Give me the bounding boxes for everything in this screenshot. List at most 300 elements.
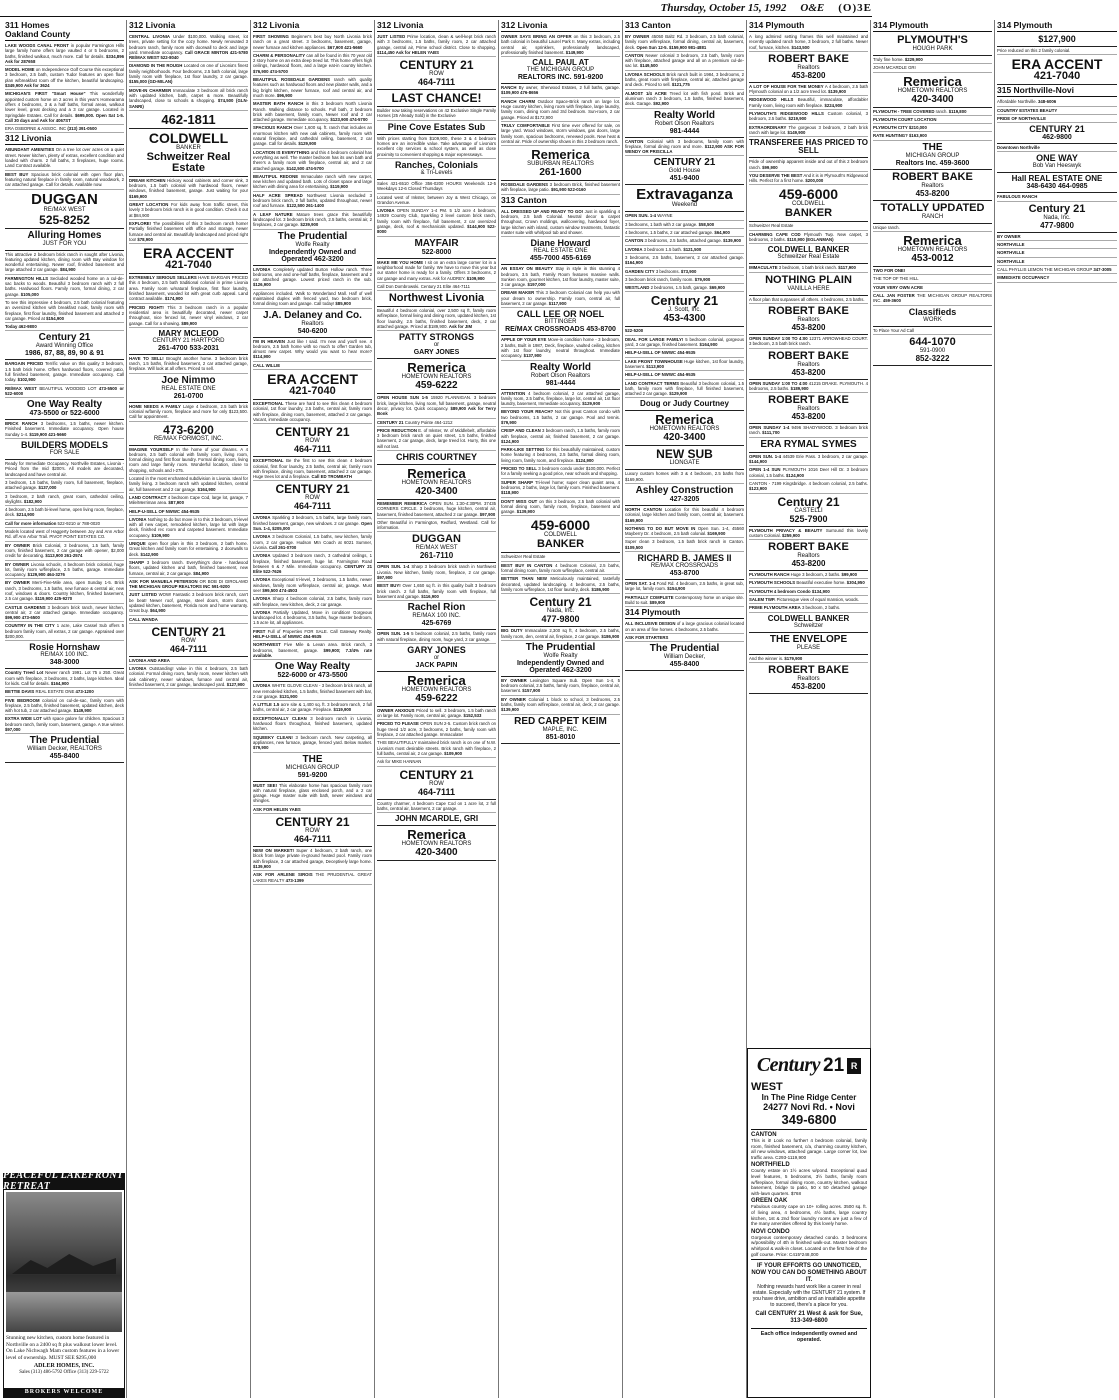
ad-headline: LIVONIA	[253, 515, 271, 521]
agency-display	[129, 374, 248, 403]
agency-name: One Way Realty	[274, 661, 351, 673]
agency-phone: 455-8400	[49, 753, 80, 761]
agency-name: CHRIS COURTNEY	[395, 451, 477, 462]
agency-subtitle: BITTINGER	[544, 319, 577, 326]
listing-ad	[5, 42, 124, 66]
agency-display	[5, 734, 124, 763]
ad-headline: GREAT LOCATION	[129, 202, 169, 208]
ad-body: 3 bedrooms, 1 bath with 2 car garage.	[625, 221, 698, 227]
agency-phone: Realtors Inc. 459-3600	[895, 159, 970, 167]
ad-body: WAYNE	[657, 213, 673, 219]
ad-headline: FARMINGTON HILLS	[5, 275, 49, 281]
agency-name: Century 21	[650, 293, 719, 309]
ad-body: Prime location, clean & well-kept brick ranch with 3 bedrooms, 1.5 baths, family room, 2 car attached garage, central air, Prime school district. Close to shopping.	[377, 34, 496, 50]
listing-ad	[253, 514, 372, 533]
ad-body: colonial on cul-de-sac, family room with fireplace, 2.5 baths, finished basement, updated kitchen, deck with hot tub, 2 car attached garage.	[5, 697, 124, 714]
listing-ad	[873, 108, 992, 116]
listing-ad	[5, 520, 124, 528]
ad-headline: CENTURY 21	[377, 419, 404, 425]
ad-price-phone: $164,900	[197, 486, 216, 492]
ad-price-phone: 459-3600	[882, 298, 901, 304]
listing-ad	[625, 90, 744, 109]
ad-body: A 4 bedroom, 2.5 bath Plymouth colonial on a 1/2 acre treed lot.	[749, 83, 868, 95]
agency-display	[377, 121, 496, 135]
ad-headline: BY OWNER	[5, 561, 30, 567]
listing-ad	[501, 265, 620, 289]
ad-body: 3 bedroom, 1.5 baths, family room, full basement, fireplace, attached garage.	[5, 479, 124, 491]
agency-subtitle: William Decker, REALTORS	[27, 746, 102, 753]
agency-display	[625, 484, 744, 506]
ad-price-phone: $99,900 473-6500	[5, 615, 40, 621]
ad-body: Located west of Inkster, between Joy & West Chicago, on Grandon Avenue.	[377, 194, 496, 205]
ad-body: Large 4 bedroom, 2.5 bath brick colonial w/family room, fireplace and more for only $123,500. Call for appointment.	[129, 403, 248, 420]
ad-body: 1 acre, Lake Cassel Sub offers 5 bedroom family room, all extras, 2 car garage. Appraised over $200,000.	[5, 623, 124, 640]
ad-body: 3 bedrooms.	[655, 268, 680, 274]
agency-display	[749, 244, 868, 264]
ad-body: This attractive 2 bedroom brick ranch in sought after Livonia, featuring updated kitchen, dining room with Bay window for wonderful entertaining. Newer roof, finished basement and large attached 2 car garage.	[5, 251, 124, 273]
agency-subtitle: MAPLE, INC.	[542, 726, 579, 733]
listing-ad	[749, 527, 868, 541]
listing-label: NOVI CONDO	[751, 1228, 790, 1235]
ad-headline: CHARMING CAPE COD	[749, 231, 801, 237]
ad-body: Move-in condition home - 3 bedroom, 2 baths, Built in 1987, Deck, fireplace, vaulted ceiling, kitchen with 1st floor laundry, neutral throughout. Immediate occupancy.	[501, 337, 620, 359]
listing-ad	[129, 475, 248, 494]
agency-subtitle: CASTELLI	[794, 507, 823, 514]
listing-ad	[749, 83, 868, 97]
listing-ad	[129, 540, 248, 559]
listing-ad	[625, 52, 744, 71]
agency-subtitle: Realtors	[797, 553, 820, 560]
listing-ad	[501, 33, 620, 57]
ad-body: The gorgeous 3 bedroom, 2 bath brick ranch with large lot.	[749, 124, 868, 135]
agency-phone: 591-9200	[297, 771, 328, 779]
ad-body: Call Don Dombrowski. Century 21 Elite 464-7111	[377, 283, 470, 289]
ad-body: Exceptional tri-level, 3 bedrooms, 1.5 baths, newer windows, family room w/fireplace, central air, garage. Must see!	[253, 577, 372, 593]
century21-west-ad	[747, 1048, 871, 1398]
agency-subtitle: HOMETOWN REALTORS	[401, 374, 472, 381]
ad-headline: OWNER ANXIOUS	[377, 707, 415, 713]
agency-display	[873, 306, 992, 327]
listing-ad	[5, 622, 124, 641]
ad-body: acre site & 1,400 sq. ft. 3 bedroom ranch, 2 full baths, central air, 2 car garage. Fireplace.	[253, 702, 372, 713]
listing-ad	[501, 181, 620, 195]
listing-ad	[253, 641, 372, 660]
listing-ad	[377, 427, 496, 451]
listing-ad	[253, 533, 372, 552]
listing-ad	[253, 847, 372, 871]
agency-phone: 420-3400	[415, 847, 458, 859]
listing-ad	[501, 122, 620, 146]
ad-price-phone: Call ED TROMBATH	[311, 474, 353, 480]
listing-ad	[997, 258, 1117, 266]
ad-price-phone: $114,450 Ask for HELEN YABS	[377, 49, 439, 55]
ad-price-phone: $109,500	[625, 544, 643, 550]
ad-headline: TRULY COMFORTABLE	[501, 122, 550, 128]
ad-body: 3 bedroom 1.5 bath.	[643, 246, 683, 252]
ad-price-phone: $69,900	[709, 285, 725, 291]
ad-body: Ask for MIKE HANNAN	[377, 759, 422, 765]
agency-name: CENTURY 21	[275, 815, 350, 830]
ad-price-phone: $102,900	[17, 377, 36, 383]
classified-column	[499, 20, 623, 1398]
ad-body: This elaborate home has spacious family room with natural fireplace, glass enclosed porch, and a 2 car garage. Huge master suite with bath, newer windows and shingles.	[253, 782, 372, 804]
ad-body: This 3 bedroom Colonial can help you with your dream to ownership. Family room, central air, full basement, 2 car garage.	[501, 290, 620, 307]
ad-body: HAVE BARGAIN PRICED this 4 bedroom, 2.5 bath traditional colonial in prime Livonia area. Family room w/natural fireplace, first floor laundry, finished basement, wooded lot with great curb appeal. Land contract available.	[129, 275, 248, 302]
agency-subtitle: WORK	[923, 316, 942, 323]
ad-price-phone: 473-1200	[75, 689, 94, 695]
listing-ad	[625, 33, 744, 52]
agency-display	[873, 232, 992, 267]
listing-ad	[997, 115, 1117, 123]
ad-headline: PRICED RIGHT!	[129, 304, 164, 310]
ad-body: Brought another home. 3 bedroom brick ranch, 1.5 baths, finished basement, 2 car attached garage, fireplace. Will look at all offers. Priced to sell.	[129, 355, 248, 372]
agency-subtitle: J. Scott, Inc.	[667, 307, 701, 314]
ad-headline: ROSEDALE GARDENS	[501, 182, 549, 188]
classified-column	[871, 20, 995, 1398]
agency-name: ROBERT BAKE	[768, 52, 849, 65]
agency-display	[377, 359, 496, 394]
ad-headline: OPEN SUNDAY 1:00 TO 4:00	[749, 380, 808, 386]
listing-ad	[625, 284, 744, 292]
listing-ad	[873, 284, 992, 292]
ad-body: Located in the most enchanted subdivision in Livonia. Ideal for family living. 3 bedroom ranch with updated kitchen, central air, full basement and 2 car garage.	[129, 476, 248, 492]
agency-subtitle: RE/MAX WEST	[415, 545, 458, 552]
listing-ad	[377, 194, 496, 208]
agency-display	[129, 244, 248, 274]
agency-name: Realty World	[654, 109, 715, 121]
ad-headline: BY OWNER	[501, 696, 526, 702]
ad-headline: HELP-U-SELL OF NWWC	[625, 372, 677, 378]
listing-ad	[377, 180, 496, 194]
agency-name: LAST CHANCE!	[391, 91, 482, 106]
agency-phone: 459-6222	[415, 380, 458, 392]
ad-price-phone: $164,900	[50, 680, 69, 686]
realtor-mark-icon: R	[847, 1058, 861, 1074]
listing-ad	[253, 782, 372, 806]
agency-name: CALL PAUL AT	[532, 58, 589, 68]
agency-display	[377, 644, 496, 672]
agency-display	[625, 411, 744, 446]
ad-price-phone: $91,900 522-0160	[550, 187, 586, 193]
listing-ad	[997, 249, 1117, 257]
ad-price-phone: $123,900	[749, 486, 767, 492]
ad-price-phone: $186,900	[601, 633, 620, 639]
listing-ad	[253, 173, 372, 192]
listing-ad	[253, 124, 372, 148]
agency-phone: 348-6430 464-0985	[1026, 183, 1088, 191]
agency-name: Century 21	[1028, 202, 1086, 215]
ad-body: This wonderfully appointed custom home on 2 acres in this year's Homearama offers 4 bedrooms, 3 & a half baths, formal areas, walkout lower level, great decking and a 3 car garage. Located in Springdale Estates. Call for details.	[5, 91, 125, 118]
agency-name: BUILDERS MODELS	[20, 440, 108, 451]
ad-body: Country charmer, 4 bedroom Cape Cod on 1 acre lot, 2 full baths, central air, basement, 2 car garage.	[377, 800, 496, 811]
ad-price-phone: $155,000 (GD-MILAN)	[129, 79, 173, 85]
listing-ad	[625, 237, 744, 245]
agency-display	[873, 141, 992, 170]
listing-ad	[377, 800, 496, 814]
ad-headline: LAKE WOODS CANAL FRONT	[5, 43, 69, 48]
ad-headline: ASK FOR ARLENE SIROIS	[253, 872, 313, 878]
ad-price-phone: $169,900	[625, 517, 643, 523]
agency-display	[749, 137, 868, 158]
ad-price-phone: $97,900	[479, 511, 496, 517]
ad-headline: LIVONIA	[253, 683, 271, 689]
listing-ad	[253, 149, 372, 173]
ad-headline: NORTH CANTON	[625, 506, 662, 512]
ad-price-phone: $179,900	[784, 655, 803, 661]
listing-ad	[377, 739, 496, 758]
listing-body: Fabulous country cape on 10+ rolling acres. 3500 sq. ft. of living area, 4 bedrooms, 4½ baths, large country kitchen, 1st & 2nd floor laundry rooms are just a few of the many amenities offered by this lovely home.	[751, 1204, 867, 1227]
ad-price-phone: $127,900	[226, 682, 245, 688]
agency-subtitle: Gold House	[668, 168, 701, 175]
agency-phone: GARY JONES	[413, 349, 460, 357]
ad-price-phone: $99,900	[762, 164, 778, 170]
section-heading	[253, 21, 372, 32]
agency-name: RICHARD B. JAMES II	[637, 553, 732, 564]
listing-ad	[873, 64, 992, 72]
listing-ad	[749, 33, 868, 52]
ad-headline: I'M IN HEAVEN	[253, 338, 285, 344]
ad-price-phone: $124,900	[501, 438, 519, 444]
ad-body: Contemporary home on unique site. Build to suit.	[625, 594, 745, 605]
ad-body: Meticulously maintained, tastefully decorated, updated landscaping. 4 bedrooms, 2.5 baths, family room w/fireplace, 1st floor laundry, deck.	[501, 576, 620, 592]
agency-subtitle: ROW	[429, 71, 444, 78]
ad-body: 3 bedroom ranch. Everything's done - hardwood floors, updated kitchen and bath, finished basement, new furnace, central air, 2 car garage.	[129, 559, 248, 576]
listing-ad	[501, 498, 620, 517]
agency-phone: 453-8200	[791, 322, 826, 332]
ad-price-phone: 473-1399	[285, 877, 304, 883]
ad-body: 3 bedroom, 2 baths.	[801, 605, 841, 611]
listing-ad	[5, 360, 124, 384]
ad-body: Immaculate 2,300 sq ft, 4 bedroom, 2.5 baths, family room, den, central air, fireplace, 2 car garage.	[501, 628, 620, 639]
ad-body: and this 4 bedroom colonial has everything as well. The master bedroom has its own bath and there's a family room with fireplace, central air, and 2 car attached garage.	[253, 149, 372, 171]
agency-subtitle: JUST FOR YOU	[42, 240, 87, 247]
listing-ad	[749, 571, 868, 579]
ad-body: THE TOP OF THE HILL	[873, 276, 919, 282]
agency-display	[253, 481, 372, 514]
agency-name: PATTY STRONGS	[398, 332, 474, 343]
ad-price-phone: $149,900	[565, 49, 584, 55]
section-title: 312 Livonia	[5, 133, 52, 144]
agency-name: DUGGAN	[31, 190, 98, 208]
ad-price-phone: (313) 391-0500	[67, 126, 97, 132]
listing-ad	[749, 96, 868, 110]
ad-body: Nothing to do but move in to this 3 bedroom, tri-level with all new carpet, remodeled kitchen, large lot with large deck, finished rec room and carpeted basement. Immediate occupancy.	[129, 516, 248, 538]
ad-price-phone: $169,900	[707, 531, 726, 537]
listing-ad	[625, 327, 744, 335]
agency-name: CENTURY 21	[275, 425, 350, 440]
agency-display	[501, 715, 620, 744]
listing-ad	[625, 71, 744, 90]
ad-headline: RATE HUNTING?	[873, 133, 908, 139]
agency-name: The Prudential	[29, 735, 100, 747]
listing-ad	[625, 336, 744, 350]
agency-display	[625, 446, 744, 470]
agency-subtitle: RE/MAX 100 INC.	[412, 613, 461, 620]
ad-body: Builder now taking reservations on 42 Exclusive Single Family Homes (25 Already Sold) in the Exclusive	[377, 108, 496, 119]
listing-ad	[5, 579, 124, 603]
agency-subtitle: ROW	[305, 828, 320, 835]
ad-body: 41215 DRAKE. PLYMOUTH. 4 bedrooms, 2.5 baths.	[749, 380, 868, 391]
agency-name: RED CARPET KEIM	[514, 715, 607, 727]
ad-price-phone: $116,900	[421, 593, 439, 599]
agency-subtitle: BANKER	[176, 144, 201, 151]
ad-price-phone: $200,000	[805, 178, 824, 184]
section-heading	[997, 21, 1117, 32]
agency-name: Remerica	[407, 360, 466, 376]
agency-display	[129, 129, 248, 177]
agency-display	[377, 465, 496, 500]
ad-body: By owner, Sherwood Estates, 2 full baths, garage.	[518, 85, 620, 91]
ad-headline: BY OWNER	[5, 542, 30, 548]
ad-body: 4 bedrooms, 1.5 baths, 2 car attached garage.	[625, 230, 714, 236]
agency-name: TOTALLY UPDATED	[880, 201, 985, 214]
listing-ad	[625, 525, 744, 539]
ad-headline: HAVE TO SELL!	[129, 355, 164, 361]
ad-body: Truly fine home.	[873, 57, 904, 62]
agency-subtitle: Realtors	[797, 406, 820, 413]
lakefront-ad	[3, 1189, 125, 1398]
ad-price-phone: $74,500 (GLN-SANRI)	[129, 98, 248, 109]
ad-headline: ATTENTION	[501, 390, 526, 396]
ad-headline: RIDGEWOOD HILLS	[749, 97, 794, 103]
ad-price-phone: 522-5200	[625, 328, 644, 334]
agency-phone: 540-6200	[297, 327, 328, 335]
classified-column	[127, 20, 251, 1398]
ad-headline: EXCEPTIONAL	[253, 401, 284, 407]
ad-body: Other Beautiful in Farmington, Redford, Westland. Call for information.	[377, 519, 496, 531]
ad-price-phone: 454-9535	[181, 508, 200, 514]
agency-display	[5, 229, 124, 251]
agency-name: COLDWELL BANKER	[767, 613, 850, 623]
ad-body: Picturesque view of equal mansion, woods.	[776, 596, 860, 602]
ad-body: ranch.	[935, 108, 948, 114]
ad-price-phone: $304,950	[846, 580, 865, 586]
ad-headline: ASK FOR HELEN YABS	[253, 806, 301, 812]
agency-display	[377, 237, 496, 259]
section-title: 314 Plymouth	[997, 20, 1053, 30]
listing-ad	[5, 125, 124, 133]
listing-ad	[625, 634, 744, 642]
ad-headline: PARTIALLY COMPLETE	[625, 594, 674, 600]
ad-price-phone: $112,900 ASK FOR WENDY OR PRISCILLA	[625, 143, 744, 155]
agency-name: Century 21	[777, 494, 840, 509]
ad-price-phone: $87,900	[168, 500, 184, 506]
office-disclaimer: Each office independently owned and operated.	[751, 1328, 867, 1343]
agency-subtitle: COLDWELL	[791, 201, 825, 208]
agency-display	[5, 641, 124, 669]
agency-name: NEW SUB	[656, 447, 713, 462]
listing-ad	[873, 124, 992, 132]
ad-body: 3 bedroom brick ranch, family room.	[625, 276, 694, 282]
agency-display	[749, 494, 868, 527]
agency-display	[5, 439, 124, 460]
ad-price-phone: $99,900; 7.3/4% rate available.	[253, 647, 372, 658]
listing-ad	[625, 246, 744, 254]
agency-phone: 453-8200	[791, 681, 826, 691]
ad-headline: BEAUTIFUL ROSEDALE GARDENS	[253, 77, 331, 83]
ad-headline: FIVE BEDROOM	[5, 697, 40, 703]
ad-price-phone: $117,900	[548, 301, 567, 307]
listing-ad	[5, 528, 124, 542]
listing-ad	[749, 222, 868, 230]
ad-headline: Country Treed Lot	[5, 670, 44, 676]
agency-subtitle: or	[433, 654, 440, 661]
ad-body: Country Pointe 464-1212	[404, 419, 453, 425]
ad-headline: YOUR VERY OWN ACRE	[873, 284, 923, 290]
ad-body: 4 bedroom colonial, 2 car attached garage, family room, 2.5 baths, fireplace, large lot, central air, 1st floor laundry, basement, Immediate occupancy.	[501, 390, 620, 407]
classified-column	[995, 20, 1119, 1398]
listing-ad	[377, 519, 496, 533]
divider	[751, 1259, 867, 1260]
ad-body: Beautiful 3 bedroom colonial, 1.5 bath, family room with fireplace, full finished basement, attached 2 car garage.	[625, 380, 744, 397]
agency-name: Ranches, Colonials	[394, 159, 479, 170]
ad-headline: IMMEDIATE OCCUPANCY	[997, 275, 1050, 281]
agency-display	[253, 814, 372, 847]
listing-ad	[253, 806, 372, 814]
listing-ad	[997, 274, 1117, 282]
ad-price-phone: $695,000. Open Sat 1-5. Call 30 days and Ask for 4067ST	[5, 112, 124, 123]
listing-ad	[377, 630, 496, 644]
listing-ad	[129, 220, 248, 244]
ad-headline: BY OWNER	[501, 677, 527, 683]
ad-price-phone: 462-9800	[18, 324, 37, 330]
agency-subtitle: Realtors	[797, 675, 820, 682]
ad-price-phone: $109,900	[466, 275, 485, 281]
ad-body: E. of Inkster, W. of Middlebelt, affordable 3 bedroom brick ranch on quiet street, 1.5 baths, finished basement, 2 car garage, deck, large treed lot. Hurry, this one will not last.	[377, 427, 496, 449]
agency-name: The Prudential	[649, 643, 720, 655]
listing-ad	[873, 267, 992, 275]
listing-ad	[5, 66, 124, 90]
ad-price-phone: $129,900	[669, 391, 688, 397]
agency-subtitle: Robert Olson Realtors	[530, 372, 591, 379]
ad-headline: PRIME PLYMOUTH AREA	[749, 605, 801, 611]
agency-name: 462-1811	[161, 111, 216, 127]
ad-headline: CENTRAL LIVONIA	[129, 34, 170, 39]
ad-price-phone: 347-3005	[1093, 266, 1112, 272]
ad-price-phone: $124,900	[575, 457, 594, 463]
ad-headline: PRIDE OF NORTHVILLE	[997, 115, 1046, 121]
agency-display	[997, 33, 1117, 47]
ad-headline: PLYMOUTH 4 bedroom Condo	[749, 588, 811, 594]
lakefront-photo	[6, 1192, 122, 1332]
ad-headline: PLYMOUTH PRIVACY & BEAUTY	[749, 527, 823, 533]
listing-ad	[5, 542, 124, 561]
ad-price-phone: $149,900	[787, 129, 806, 135]
listing-ad	[749, 655, 868, 663]
ad-headline: CASTLE GARDENS	[5, 604, 46, 610]
agency-name: DUGGAN	[412, 533, 461, 546]
ad-body: Unique ranch.	[873, 224, 900, 230]
ad-headline: FIRST	[253, 628, 266, 634]
ad-price-phone: $67,900 421-5660	[327, 44, 363, 50]
listing-ad	[129, 616, 248, 624]
listing-ad	[625, 254, 744, 268]
agency-display	[129, 328, 248, 355]
ad-body: Location for this beautiful 4 bedroom colonial, large kitchen and family room, central air, basement.	[625, 506, 744, 518]
ad-price-phone: $169,900	[129, 193, 147, 199]
agency-display	[873, 201, 992, 224]
listing-ad	[749, 172, 868, 186]
ad-body: THIS BEAUTIFULLY maintained brick ranch is on one of N.W. Livonia's most desirable streets. Brick ranch with fireplace, 2 full baths, central air, 2 car garage.	[377, 740, 496, 756]
agency-phone: 453-8200	[915, 188, 950, 198]
agency-display	[625, 642, 744, 671]
ad-body: CALL PHYLLIS LEMON THE MICHIGAN GROUP	[997, 266, 1093, 272]
ad-body: PLYMOUTH 1016 Deer Hill Dr. 3 bedroom colonial, 1.5 baths.	[749, 467, 868, 478]
agency-subtitle: MICHIGAN GROUP	[905, 152, 960, 159]
ad-body: Beautiful 4 bedroom colonial, over 2,500 sq ft, family room w/fireplace, formal living and dining room, updated kitchen, 1st floor laundry, 2.5 baths, finished basement, deck, 2 car attached garage. Priced at $189,900.	[377, 308, 496, 330]
agency-name: Rachel Rion	[407, 602, 466, 614]
ad-price-phone: $79,900	[501, 419, 517, 425]
